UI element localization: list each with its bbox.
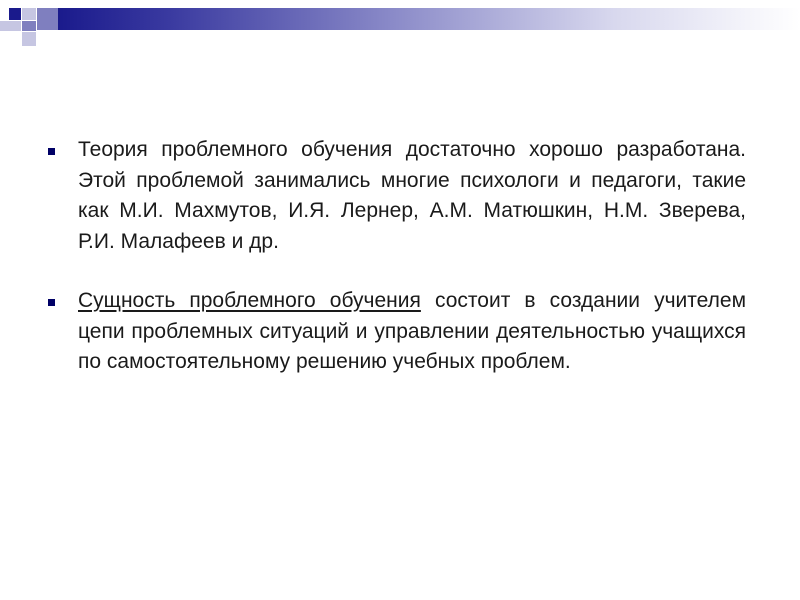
square-bullet-icon bbox=[48, 299, 55, 306]
decor-square-icon bbox=[22, 8, 36, 20]
slide-body bbox=[44, 135, 746, 407]
underlined-term: Сущность проблемного обучения bbox=[78, 289, 421, 312]
square-bullet-icon bbox=[48, 148, 55, 155]
decor-square-icon bbox=[9, 8, 21, 20]
decor-square-icon bbox=[37, 8, 58, 30]
decor-square-icon bbox=[0, 21, 21, 31]
bullet-text: Теория проблемного обучения достаточно хорошо разработана. Этой проблемой занимались многие психологи и педагоги, такие как М.И. Махмутов, И.Я. Лернер, А.М. Матюшкин, Н.М. Зверева, Р.И. Малафеев и др. bbox=[78, 138, 746, 253]
header-gradient-bar bbox=[58, 8, 800, 30]
bullet-item-2 bbox=[44, 286, 746, 378]
bullet-text bbox=[78, 286, 746, 378]
decor-square-icon bbox=[22, 32, 36, 46]
bullet-item-1 bbox=[44, 135, 746, 257]
decor-square-icon bbox=[22, 21, 36, 31]
bullet-text-rest: состоит в создании учителем цепи проблемных ситуаций и управлении деятельностью учащихся по самостоятельному решению учебных проблем. bbox=[78, 289, 747, 373]
